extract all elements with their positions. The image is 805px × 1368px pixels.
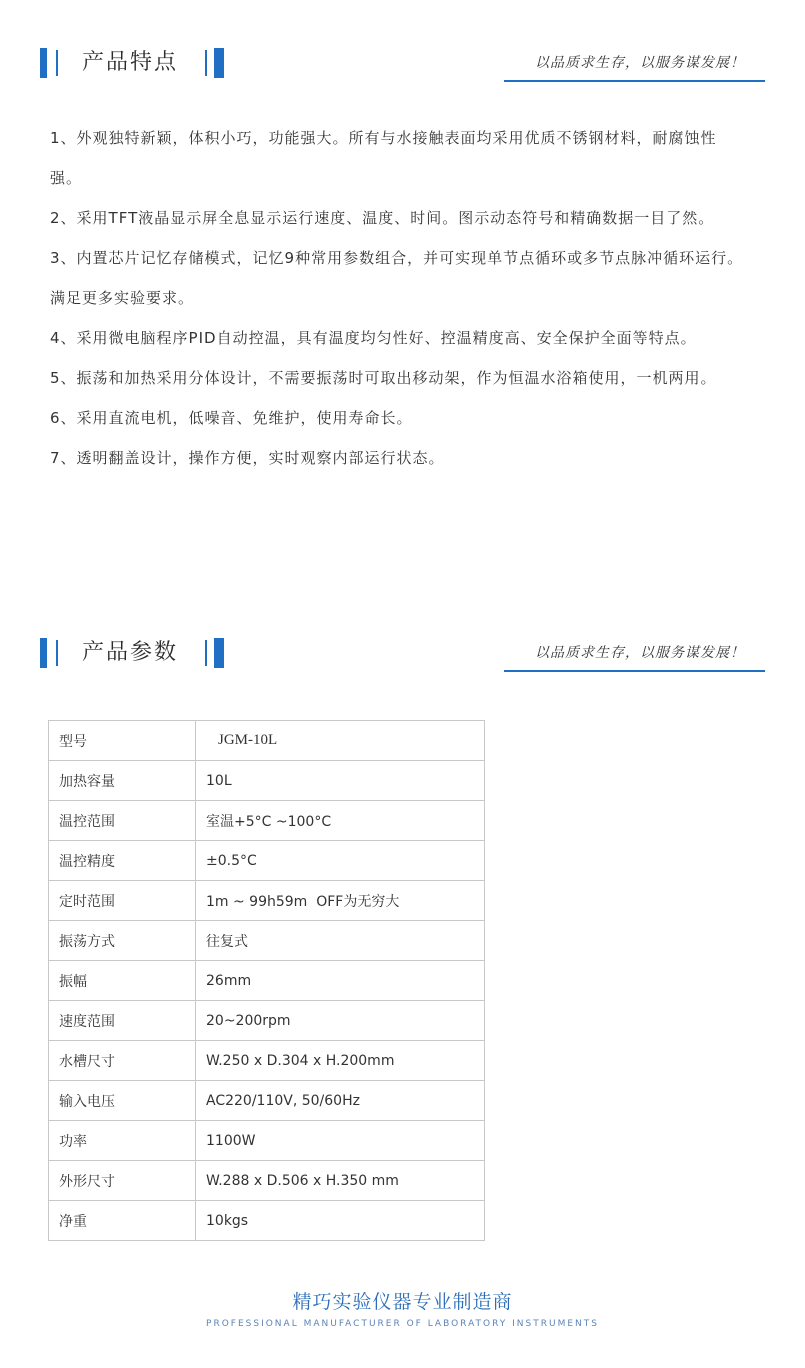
params-section-title: 产品参数 <box>82 640 179 665</box>
header-bar-left <box>40 48 47 78</box>
param-value: 10L <box>196 761 485 801</box>
params-table <box>48 720 485 1241</box>
header-bar-right-thin <box>205 50 207 76</box>
param-key: 温控精度 <box>49 841 196 881</box>
param-key: 温控范围 <box>49 801 196 841</box>
param-key: 型号 <box>49 721 196 761</box>
header-bar-left-thin <box>56 50 58 76</box>
feature-item: 4、采用微电脑程序PID自动控温，具有温度均匀性好、控温精度高、安全保护全面等特点。 <box>50 329 697 347</box>
table-row <box>49 801 485 841</box>
param-value: 26mm <box>196 961 485 1001</box>
table-row <box>49 1161 485 1201</box>
table-row <box>49 1081 485 1121</box>
features-section-header <box>40 46 765 86</box>
param-key: 速度范围 <box>49 1001 196 1041</box>
feature-item: 5、振荡和加热采用分体设计，不需要振荡时可取出移动架，作为恒温水浴箱使用，一机两用。 <box>50 369 717 387</box>
table-row <box>49 1001 485 1041</box>
param-key: 功率 <box>49 1121 196 1161</box>
slogan-underline <box>504 80 765 82</box>
feature-item: 7、透明翻盖设计，操作方便，实时观察内部运行状态。 <box>50 449 445 467</box>
param-value: W.288 x D.506 x H.350 mm <box>196 1161 485 1201</box>
table-row <box>49 1201 485 1241</box>
param-key: 加热容量 <box>49 761 196 801</box>
footer-tagline-en: PROFESSIONAL MANUFACTURER OF LABORATORY INSTRUMENTS <box>206 1319 599 1329</box>
param-key: 外形尺寸 <box>49 1161 196 1201</box>
param-value: 1100W <box>196 1121 485 1161</box>
feature-item: 6、采用直流电机，低噪音、免维护，使用寿命长。 <box>50 409 413 427</box>
slogan-underline <box>504 670 765 672</box>
features-section-title: 产品特点 <box>82 50 179 75</box>
feature-item: 2、采用TFT液晶显示屏全息显示运行速度、温度、时间。图示动态符号和精确数据一目了然。 <box>50 209 715 227</box>
header-bar-left-thin <box>56 640 58 666</box>
param-key: 输入电压 <box>49 1081 196 1121</box>
param-key: 定时范围 <box>49 881 196 921</box>
table-row <box>49 841 485 881</box>
header-bar-right-thin <box>205 640 207 666</box>
param-value: 1m ~ 99h59m OFF为无穷大 <box>196 881 485 921</box>
feature-item: 1、外观独特新颖，体积小巧，功能强大。所有与水接触表面均采用优质不锈钢材料，耐腐蚀性强。 <box>50 129 717 187</box>
param-key: 水槽尺寸 <box>49 1041 196 1081</box>
feature-item: 3、内置芯片记忆存储模式，记忆9种常用参数组合，并可实现单节点循环或多节点脉冲循环运行。满足更多实验要求。 <box>50 249 744 307</box>
header-bar-right <box>214 48 224 78</box>
header-bar-left <box>40 638 47 668</box>
param-key: 净重 <box>49 1201 196 1241</box>
table-row <box>49 881 485 921</box>
param-value: 10kgs <box>196 1201 485 1241</box>
param-value: 20~200rpm <box>196 1001 485 1041</box>
header-bar-right <box>214 638 224 668</box>
table-row <box>49 761 485 801</box>
param-value: ±0.5°C <box>196 841 485 881</box>
param-value: 往复式 <box>196 921 485 961</box>
param-value: 室温+5°C ~100°C <box>196 801 485 841</box>
param-value: JGM-10L <box>196 721 485 761</box>
param-key: 振荡方式 <box>49 921 196 961</box>
footer-tagline-cn: 精巧实验仪器专业制造商 <box>292 1291 513 1313</box>
table-row <box>49 921 485 961</box>
params-slogan: 以品质求生存，以服务谋发展！ <box>535 645 745 661</box>
table-row <box>49 961 485 1001</box>
features-list <box>50 118 745 478</box>
param-value: W.250 x D.304 x H.200mm <box>196 1041 485 1081</box>
param-key: 振幅 <box>49 961 196 1001</box>
params-section-header <box>40 636 765 676</box>
param-value: AC220/110V, 50/60Hz <box>196 1081 485 1121</box>
table-row <box>49 1121 485 1161</box>
table-row <box>49 1041 485 1081</box>
features-slogan: 以品质求生存，以服务谋发展！ <box>535 55 745 71</box>
table-row <box>49 721 485 761</box>
